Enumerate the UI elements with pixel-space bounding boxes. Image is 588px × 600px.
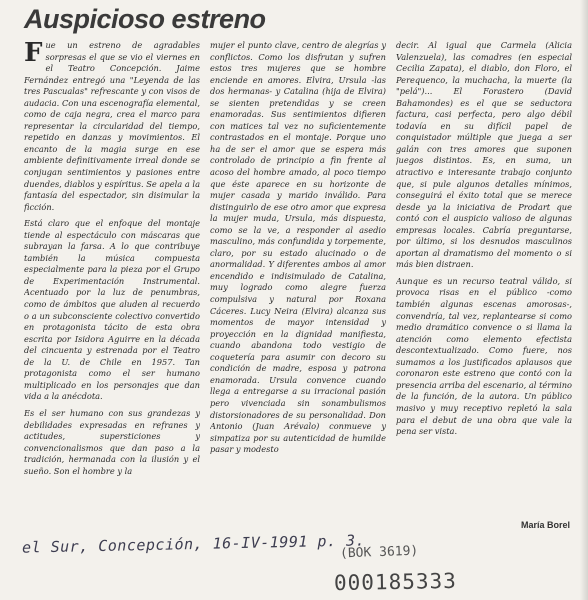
headline: Auspicioso estreno [24, 4, 266, 34]
author-byline: María Borel [520, 520, 570, 530]
article-column-3 [396, 40, 572, 518]
article-column-1 [24, 40, 200, 570]
paragraph [24, 40, 200, 213]
paragraph: Aunque es un recurso teatral válido, si provoca risas en el público -como también algunas escenas amorosas-, convendría, tal vez, replantearse si como medio dramático convence o si llama la atención como elemento efectista descontextualizado. Como fuere, nos sumamos a los justificados aplausos que coronaron este estreno que contó con la presencia arriba del escenario, al término de la función, de la autora. Un público masivo y muy receptivo repletó la sala para el debut de una obra que vale la pena ser vista. [396, 275, 572, 437]
paragraph: mujer el punto clave, centro de alegrías y conflictos. Como los disfrutan y sufren estos tres mujeres que se hombre enciende en amores. Elvira, Ursula -las dos hermanas- y Catalina (hija de Elvira) se sienten pretendidas y se creen enamoradas. Sus sentimientos difieren con matices tal vez no suficientemente contrastados en el montaje. Porque uno ha de ser el amor que se espera más controlado de principio a fin frente al acoso del hombre amado, al poco tiempo que éste aparece en su horizonte de mujer casada y marido inválido. Para distinguirlo de ese otro amor que expresa la mujer muda, Ursula, más dispuesta, como se la ve, a responder al asedio masculino, más confundida y torpemente, claro, por su estado alucinado o de anormalidad. Y diferentes ambos al amor encendido e indisimulado de Catalina, muy logrado como alegre fuerza compulsiva y natural por Roxana Cáceres. Lucy Neira (Elvira) alcanza sus momentos de mayor intensidad y proyección en la dignidad manifiesta, cuando abandona todo vestigio de coquetería para asumir con decoro su condición de madre, esposa y patrona enamorada. Ursula convence cuando llega a entregarse a su irracional pasión pero vivenciada sin sonambulismos distorsionadores de su personalidad. Don Antonio (Juan Arévalo) conmueve y simpatiza por su autenticidad de humilde pasar y modesto [210, 40, 386, 455]
paragraph: decir. Al igual que Carmela (Alicia Valenzuela), las comadres (en especial Cecilia Zapata), el diablo, don Floro, el Perequenco, la muchacha, la muerte (la "pelá")... El Forastero (David Bahamondes) es el que se seductora factura, casi perfecta, pero algo débil todavía en su difícil papel de conquistador múltiple que juega a ser galán con tres amores que suponen juegos distintos. Es, en suma, un atractivo e interesante trabajo conjunto que, si pule algunos detalles mínimos, conseguirá el éxito total que se merece desde ya la iniciativa de Prodart que contó con el auspicio valioso de algunas empresas locales. Cabría preguntarse, por último, si los desnudos masculinos aportan al dramatismo del momento o si más bien distraen. [396, 40, 572, 270]
paragraph-text: ue un estreno de agradables sorpresas el que se vio el viernes en el Teatro Concepción. Jaime Fernández entregó una "Leyenda de las tres Pascualas" refrescante y con visos de audacia. Con una escenografía elemental, como de caja negra, crea el marco para representar la circularidad del tiempo, repetido en danzas y movimientos. El encanto de la magia surge en ese ambiente definitivamente irreal donde se conjugan sentimientos y pasiones entre duendes, diablos y espíritus. Se apela a la fantasía del espectador, sin disimular la ficción. [24, 40, 200, 212]
archive-code-stamp: ( BOK 3619 ) [340, 544, 419, 562]
paragraph: Está claro que el enfoque del montaje tiende al espectáculo con máscaras que subrayan la farsa. A lo que contribuye también la música compuesta especialmente para la pieza por el Grupo de Experimentación Instrumental. Acentuado por la luz de penumbras, como de ámbitos que aluden al recuerdo o a un subconsciente colectivo convertido en protagonista tácito de esta obra escrita por Isidora Aguirre en la década del cincuenta y estrenada por el Teatro de la U. de Chile en 1957. Tan protagonista como el ser humano multiplicado en los personajes que dan vida a la anécdota. [24, 218, 200, 402]
dropcap: F [24, 40, 43, 68]
article-column-2 [210, 40, 386, 570]
handwritten-source-note: el Sur, Concepción, 16-IV-1991 p. 3. [21, 531, 366, 557]
paragraph: Es el ser humano con sus grandezas y debilidades expresadas en refranes y actitudes, supersticiones y convencionalismos que dan paso a la tradición, hermanada con la ilusión y el sueño. Son el hombre y la [24, 407, 200, 476]
archive-number-stamp: 000185333 [333, 568, 457, 596]
scan-edge-shadow [580, 0, 588, 600]
